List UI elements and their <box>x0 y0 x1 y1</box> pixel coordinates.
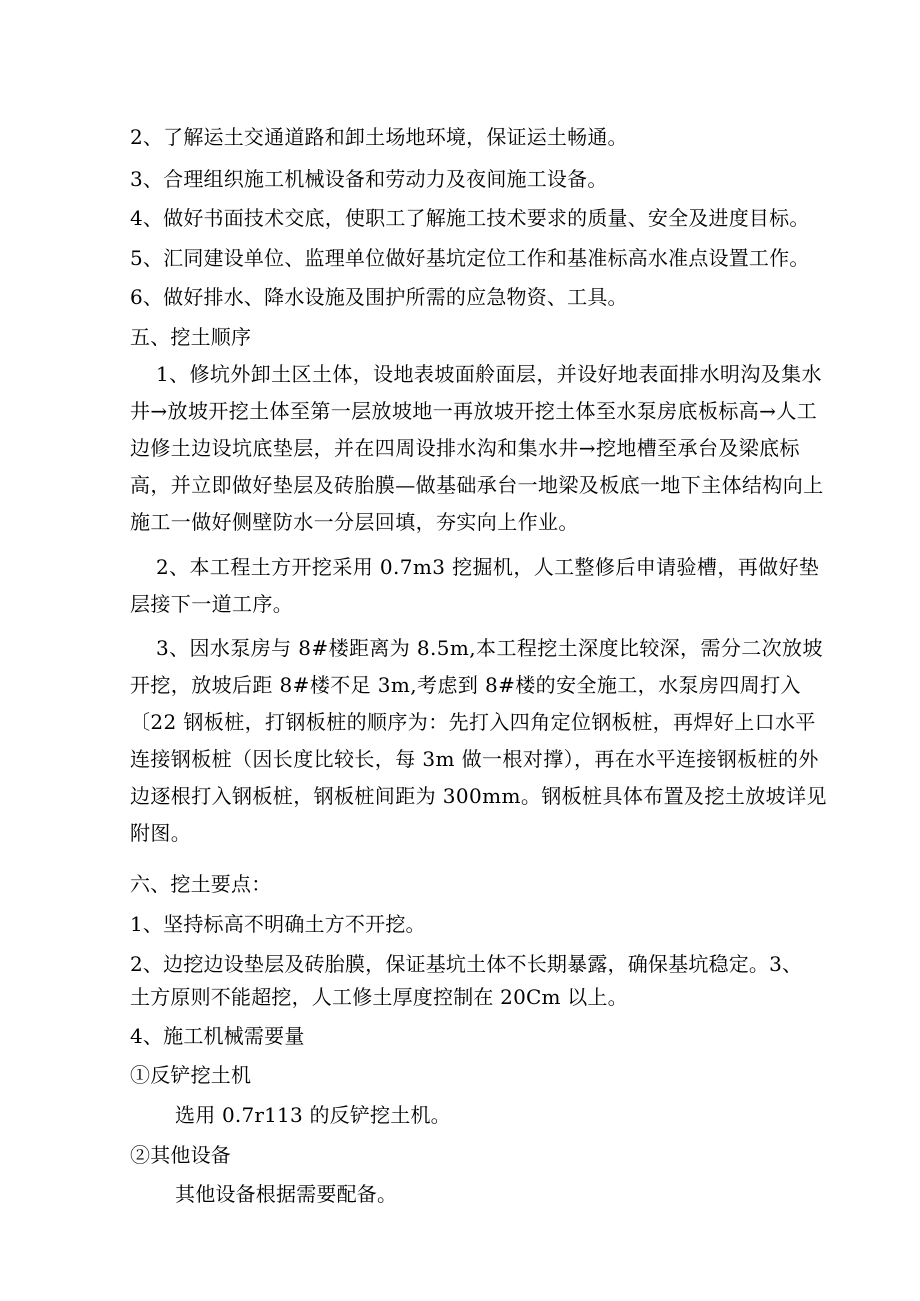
text-line: 2、边挖边设垫层及砖胎膜，保证基坑土体不长期暴露，确保基坑稳定。3、 <box>130 952 803 976</box>
text-line: 选用 0.7r113 的反铲挖土机。 <box>175 1103 451 1127</box>
section-heading: 五、挖土顺序 <box>130 325 252 349</box>
text-line: 4、做好书面技术交底，使职工了解施工技术要求的质量、安全及进度目标。 <box>130 206 810 230</box>
text-line: 土方原则不能超挖，人工修土厚度控制在 20Cm 以上。 <box>130 985 628 1009</box>
text-line: 4、施工机械需要量 <box>130 1024 305 1048</box>
text-line: 1、坚持标高不明确土方不开挖。 <box>130 912 426 936</box>
text-line: ②其他设备 <box>130 1143 231 1167</box>
text-line: 3、合理组织施工机械设备和劳动力及夜间施工设备。 <box>130 167 608 191</box>
section-heading: 六、挖土要点： <box>130 872 272 896</box>
text-line: 2、了解运土交通道路和卸土场地环境，保证运土畅通。 <box>130 125 628 149</box>
text-line: 6、做好排水、降水设施及围护所需的应急物资、工具。 <box>130 285 628 309</box>
paragraph-text: 1、修坑外卸土区土体，设地表坡面舲面层，并设好地表面排水明沟及集水井→放坡开挖土体至第一层放坡地一再放坡开挖土体至水泵房底板标高→人工边修土边设坑底垫层，并在四周设排水沟和集水井→挖地槽至承台及梁底标高，并立即做好垫层及砖胎膜—做基础承台一地梁及板底一地下主体结构向上施工一做好侧壁防水一分层回填，夯实向上作业。 <box>130 362 824 534</box>
paragraph-text: 2、本工程土方开挖采用 0.7m3 挖掘机，人工整修后申请验槽，再做好垫层接下一道工序。 <box>130 555 820 616</box>
paragraph <box>130 630 830 852</box>
text-line: ①反铲挖土机 <box>130 1063 252 1087</box>
text-line: 其他设备根据需要配备。 <box>175 1182 398 1206</box>
paragraph <box>130 356 830 541</box>
paragraph <box>130 549 830 623</box>
paragraph-text: 3、因水泵房与 8#楼距离为 8.5m,本工程挖土深度比较深，需分二次放坡开挖，放坡后距 8#楼不足 3m,考虑到 8#楼的安全施工，水泵房四周打入〔22 钢板桩，打钢板桩的顺序为：先打入四角定位钢板桩，再焊好上口水平连接钢板桩（因长度比较长，每 3m 做一根对撑），再在水平连接钢板桩的外边逐根打入钢板桩，钢板桩间距为 300mm。钢板桩具体布置及挖土放坡详见附图。 <box>130 636 827 845</box>
text-line: 5、汇同建设单位、监理单位做好基坑定位工作和基准标高水准点设置工作。 <box>130 246 810 270</box>
